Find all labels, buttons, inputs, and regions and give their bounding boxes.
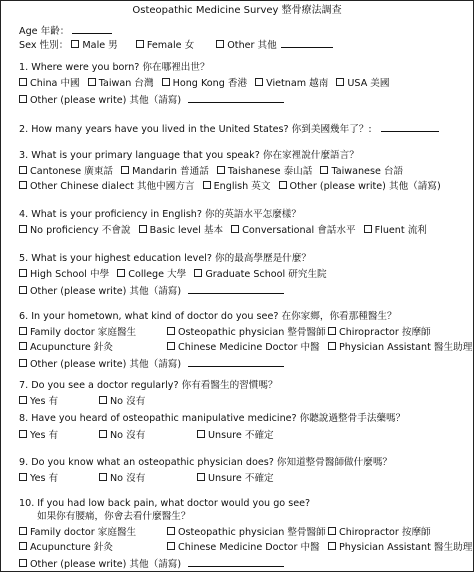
checkbox-icon[interactable]	[320, 166, 328, 174]
checkbox-icon[interactable]	[19, 527, 27, 535]
q7-option-yes[interactable]: Yes 有	[19, 396, 58, 407]
q2-years-field[interactable]	[381, 122, 439, 132]
checkbox-icon[interactable]	[19, 542, 27, 550]
q6-option-chinese-medicine[interactable]: Chinese Medicine Doctor 中醫	[167, 342, 320, 353]
q5-option-high-school[interactable]: High School 中學	[19, 269, 109, 280]
sex-option-female[interactable]: Female 女	[136, 40, 194, 51]
checkbox-icon[interactable]	[162, 78, 170, 86]
question-5: 5. What is your highest education level? 你的最高學歷是什麼？	[19, 253, 311, 264]
checkbox-icon[interactable]	[19, 327, 27, 335]
checkbox-icon[interactable]	[19, 430, 27, 438]
q6-option-acupuncture[interactable]: Acupuncture 針灸	[19, 342, 113, 353]
q1-other-row[interactable]: Other (please write) 其他（請寫)	[19, 93, 284, 106]
q7-option-no[interactable]: No 沒有	[99, 396, 145, 407]
q1-other-field[interactable]	[188, 93, 284, 103]
checkbox-icon[interactable]	[167, 342, 175, 350]
q4-option-none[interactable]: No proficiency 不會說	[19, 225, 131, 236]
q9-option-unsure[interactable]: Unsure 不確定	[197, 473, 274, 484]
checkbox-icon[interactable]	[336, 78, 344, 86]
q1-option-hong-kong[interactable]: Hong Kong 香港	[162, 78, 247, 89]
checkbox-icon[interactable]	[139, 225, 147, 233]
question-4: 4. What is your proficiency in English? 你的英語水平怎麼樣？	[19, 209, 301, 220]
q4-option-fluent[interactable]: Fluent 流利	[364, 225, 427, 236]
checkbox-icon[interactable]	[217, 166, 225, 174]
q5-option-college[interactable]: College 大學	[117, 269, 186, 280]
q10-option-chinese-medicine[interactable]: Chinese Medicine Doctor 中醫	[167, 542, 320, 553]
q5-other-row[interactable]: Other (please write) 其他（請寫)	[19, 284, 284, 297]
question-7: 7. Do you see a doctor regularly? 你有看醫生的習慣嗎？	[19, 380, 278, 391]
checkbox-icon[interactable]	[231, 225, 239, 233]
q1-option-taiwan[interactable]: Taiwan 台灣	[88, 78, 154, 89]
q10-option-physician-assistant[interactable]: Physician Assistant 醫生助理	[328, 542, 472, 553]
q10-option-osteopathic[interactable]: Osteopathic physician 整骨醫師	[167, 527, 326, 538]
q5-options	[19, 269, 332, 280]
checkbox-icon[interactable]	[19, 181, 27, 189]
checkbox-icon[interactable]	[328, 527, 336, 535]
q8-option-no[interactable]: No 沒有	[99, 430, 145, 441]
checkbox-icon[interactable]	[99, 396, 107, 404]
q8-option-unsure[interactable]: Unsure 不確定	[197, 430, 274, 441]
checkbox-icon[interactable]	[19, 396, 27, 404]
checkbox-icon[interactable]	[19, 359, 27, 367]
q1-option-usa[interactable]: USA 美國	[336, 78, 389, 89]
q10-other-field[interactable]	[188, 557, 284, 567]
q9-option-no[interactable]: No 沒有	[99, 473, 145, 484]
q3-options-row1	[19, 166, 408, 177]
sex-option-male[interactable]: Male 男	[71, 40, 117, 51]
q1-options	[19, 78, 395, 89]
question-10-chinese: 如果你有腰痛，你會去看什麼醫生？	[37, 511, 191, 522]
question-10: 10. If you had low back pain, what doctor would you go see?	[19, 498, 311, 509]
question-6: 6. In your hometown, what kind of doctor do you see? 在你家鄉，你看那種醫生？	[19, 311, 397, 322]
checkbox-icon[interactable]	[255, 78, 263, 86]
q10-option-acupuncture[interactable]: Acupuncture 針灸	[19, 542, 113, 553]
checkbox-icon[interactable]	[328, 342, 336, 350]
checkbox-icon[interactable]	[203, 181, 211, 189]
q6-option-chiropractor[interactable]: Chiropractor 按摩師	[328, 327, 431, 338]
q5-other-field[interactable]	[188, 284, 284, 294]
checkbox-icon[interactable]	[19, 225, 27, 233]
q10-option-family-doctor[interactable]: Family doctor 家庭醫生	[19, 527, 136, 538]
q8-option-yes[interactable]: Yes 有	[19, 430, 58, 441]
checkbox-icon[interactable]	[328, 327, 336, 335]
checkbox-icon[interactable]	[279, 181, 287, 189]
checkbox-icon[interactable]	[117, 269, 125, 277]
checkbox-icon[interactable]	[19, 269, 27, 277]
q5-option-graduate[interactable]: Graduate School 研究生院	[194, 269, 326, 280]
checkbox-icon[interactable]	[99, 430, 107, 438]
question-1: 1. Where were you born? 你在哪裡出世？	[19, 62, 210, 73]
checkbox-icon[interactable]	[328, 542, 336, 550]
checkbox-icon[interactable]	[71, 40, 79, 48]
checkbox-icon[interactable]	[197, 473, 205, 481]
checkbox-icon[interactable]	[216, 40, 224, 48]
question-3: 3. What is your primary language that you speak? 你在家裡說什麼語言？	[19, 150, 359, 161]
q6-other-row[interactable]: Other (please write) 其他（請寫)	[19, 357, 284, 370]
q4-option-basic[interactable]: Basic level 基本	[139, 225, 224, 236]
checkbox-icon[interactable]	[99, 473, 107, 481]
q1-option-china[interactable]: China 中國	[19, 78, 80, 89]
question-8: 8. Have you heard of osteopathic manipulative medicine? 你聽說過整骨手法藥嗎？	[19, 413, 406, 424]
checkbox-icon[interactable]	[19, 78, 27, 86]
question-2: 2. How many years have you lived in the United States? 你到美國幾年了？:	[19, 122, 439, 135]
age-field[interactable]	[72, 24, 112, 34]
q6-other-field[interactable]	[188, 357, 284, 367]
checkbox-icon[interactable]	[167, 527, 175, 535]
q3-option-other-dialect[interactable]: Other Chinese dialect 其他中國方言	[19, 181, 195, 192]
checkbox-icon[interactable]	[194, 269, 202, 277]
checkbox-icon[interactable]	[197, 430, 205, 438]
age-label: Age 年齡：	[19, 26, 70, 37]
q1-option-vietnam[interactable]: Vietnam 越南	[255, 78, 328, 89]
q9-option-yes[interactable]: Yes 有	[19, 473, 58, 484]
checkbox-icon[interactable]	[136, 40, 144, 48]
sex-label: Sex 性別：	[19, 40, 69, 51]
q10-other-row[interactable]: Other (please write) 其他（請寫)	[19, 557, 284, 570]
sex-row	[19, 38, 333, 51]
q3-option-mandarin[interactable]: Mandarin 普通話	[121, 166, 209, 177]
age-row	[19, 24, 112, 37]
q3-option-cantonese[interactable]: Cantonese 廣東話	[19, 166, 113, 177]
checkbox-icon[interactable]	[19, 473, 27, 481]
question-9: 9. Do you know what an osteopathic physician does? 你知道整骨醫師做什麼嗎？	[19, 457, 393, 468]
checkbox-icon[interactable]	[167, 327, 175, 335]
sex-option-other[interactable]: Other 其他	[216, 40, 276, 51]
checkbox-icon[interactable]	[19, 166, 27, 174]
checkbox-icon[interactable]	[19, 559, 27, 567]
q10-option-chiropractor[interactable]: Chiropractor 按摩師	[328, 527, 431, 538]
q6-option-osteopathic[interactable]: Osteopathic physician 整骨醫師	[167, 327, 326, 338]
checkbox-icon[interactable]	[19, 286, 27, 294]
checkbox-icon[interactable]	[364, 225, 372, 233]
q3-options-row2	[19, 181, 446, 192]
q3-option-taishanese[interactable]: Taishanese 泰山話	[217, 166, 313, 177]
q4-option-conversational[interactable]: Conversational 會話水平	[231, 225, 355, 236]
sex-other-field[interactable]	[281, 38, 333, 48]
q4-options	[19, 225, 432, 236]
checkbox-icon[interactable]	[88, 78, 96, 86]
checkbox-icon[interactable]	[121, 166, 129, 174]
q3-option-other[interactable]: Other (please write) 其他（請寫)	[279, 181, 441, 192]
q6-option-physician-assistant[interactable]: Physician Assistant 醫生助理	[328, 342, 472, 353]
checkbox-icon[interactable]	[19, 95, 27, 103]
q3-option-english[interactable]: English 英文	[203, 181, 271, 192]
checkbox-icon[interactable]	[19, 342, 27, 350]
q6-option-family-doctor[interactable]: Family doctor 家庭醫生	[19, 327, 136, 338]
survey-title: Osteopathic Medicine Survey 整骨療法調查	[132, 5, 342, 16]
checkbox-icon[interactable]	[167, 542, 175, 550]
q3-option-taiwanese[interactable]: Taiwanese 台語	[320, 166, 403, 177]
